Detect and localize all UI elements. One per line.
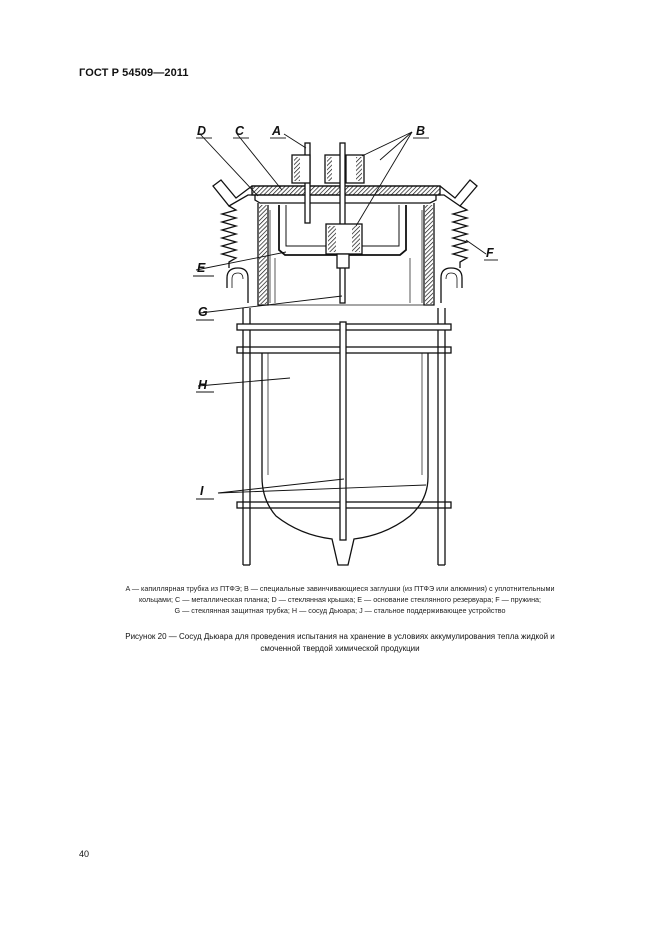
label-C: C	[235, 124, 245, 138]
legend-line-2: кольцами; C — металлическая планка; D — стеклянная крышка; E — основание стеклянного резервуара; F — пружина;	[138, 595, 542, 604]
reservoir-left-hatch	[259, 205, 267, 304]
caption-line-1: Рисунок 20 — Сосуд Дьюара для проведения испытания на хранение в условиях аккумулирования тепла жидкой и	[125, 632, 555, 641]
protective-tube	[340, 143, 345, 303]
figure-legend	[60, 583, 620, 623]
leader-I2	[218, 485, 426, 493]
label-I: I	[200, 484, 204, 498]
label-A: A	[272, 124, 282, 138]
label-H: H	[198, 378, 208, 392]
leader-F	[466, 240, 486, 254]
label-D: D	[197, 124, 207, 138]
leader-B2	[380, 132, 412, 160]
page-number: 40	[79, 849, 90, 859]
leader-A	[284, 134, 306, 148]
leader-C	[237, 134, 282, 190]
label-F: F	[486, 246, 494, 260]
hook-right	[441, 268, 462, 288]
spring-right	[453, 206, 467, 268]
label-B: B	[416, 124, 426, 138]
spring-left	[222, 206, 236, 268]
leader-G	[200, 296, 342, 313]
leader-E	[196, 252, 286, 270]
legend-line-3: G — стеклянная защитная трубка; H — сосуд Дьюара; J — стальное поддерживающее устройство	[174, 606, 506, 615]
label-G: G	[198, 305, 208, 319]
figure-caption	[60, 631, 620, 655]
standard-header: ГОСТ Р 54509—2011	[79, 67, 189, 79]
label-E: E	[197, 261, 206, 275]
central-rod	[340, 322, 346, 540]
reservoir-right-hatch	[425, 205, 433, 304]
caption-line-2: смоченной твердой химической продукции	[260, 644, 420, 653]
hook-left	[227, 268, 248, 288]
legend-line-1: A — капиллярная трубка из ПТФЭ; B — специальные завинчивающиеся заглушки (из ПТФЭ или алюминия) с уплотнительными	[125, 584, 555, 593]
leader-D	[200, 134, 258, 196]
leader-H	[198, 378, 290, 386]
